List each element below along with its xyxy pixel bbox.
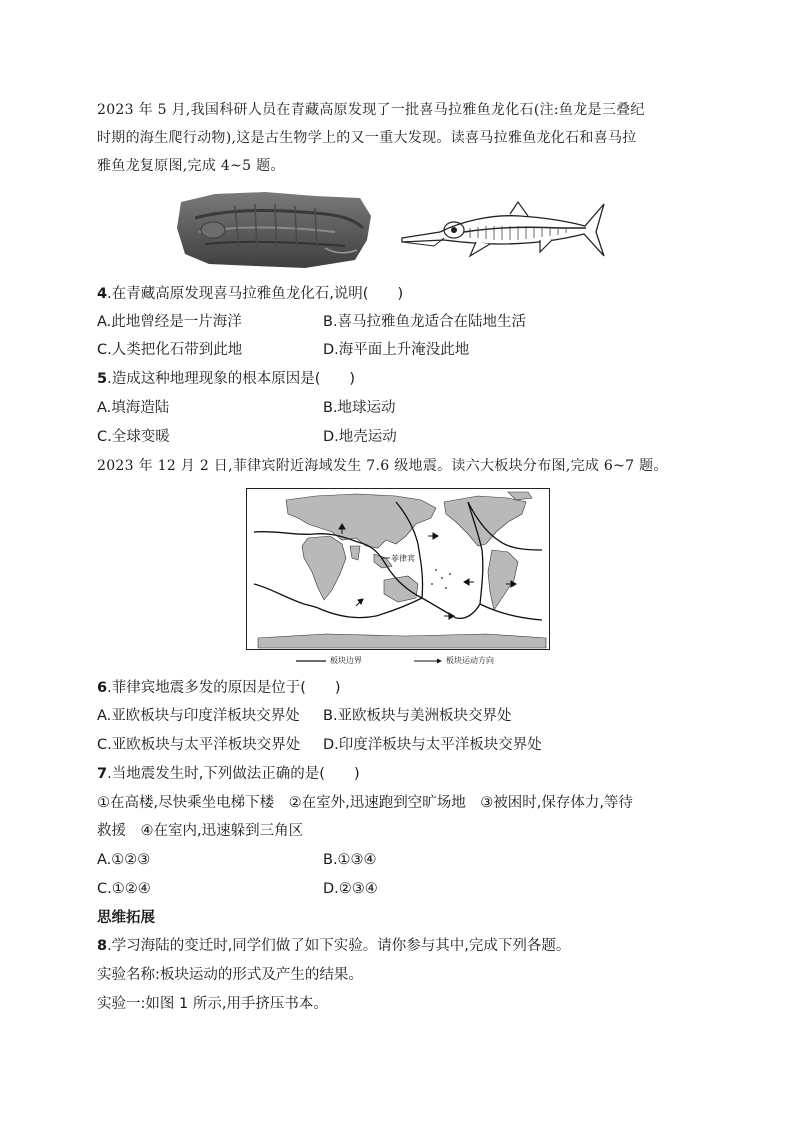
q5-option-b[interactable]: B.地球运动 — [323, 400, 396, 416]
legend-boundary-label: 板块边界 — [330, 656, 362, 665]
q5-option-a[interactable]: A.填海造陆 — [97, 400, 170, 416]
question-5-text: .造成这种地理现象的根本原因是( ) — [107, 371, 356, 387]
question-8-text: .学习海陆的变迁时,同学们做了如下实验。请你参与其中,完成下列各题。 — [107, 938, 571, 954]
intro-line-2: 时期的海生爬行动物),这是古生物学上的又一重大发现。读喜马拉雅鱼龙化石和喜马拉 — [97, 130, 637, 146]
ichthyosaur-fossil-photo — [175, 188, 375, 272]
q4-option-c[interactable]: C.人类把化石带到此地 — [97, 342, 243, 358]
q8-experiment-one: 实验一:如图 1 所示,用手挤压书本。 — [97, 996, 328, 1012]
six-plates-map — [246, 488, 550, 650]
intro-2: 2023 年 12 月 2 日,菲律宾附近海域发生 7.6 级地震。读六大板块分布图,完成 6~7 题。 — [97, 458, 668, 474]
q5-option-c[interactable]: C.全球变暖 — [97, 429, 170, 445]
ichthyosaur-reconstruction-drawing — [400, 198, 606, 260]
intro-line-3: 雅鱼龙复原图,完成 4~5 题。 — [97, 158, 285, 174]
q5-option-d[interactable]: D.地壳运动 — [323, 429, 397, 445]
q7-items-line-1: ①在高楼,尽快乘坐电梯下楼 ②在室外,迅速跑到空旷场地 ③被困时,保存体力,等待 — [97, 795, 633, 811]
question-6-text: .菲律宾地震多发的原因是位于( ) — [107, 680, 341, 696]
question-8 — [97, 936, 570, 956]
question-8-number: 8 — [97, 938, 108, 954]
q6-option-c[interactable]: C.亚欧板块与太平洋板块交界处 — [97, 737, 301, 753]
q7-option-d[interactable]: D.②③④ — [323, 881, 378, 897]
q4-option-d[interactable]: D.海平面上升淹没此地 — [323, 342, 470, 358]
question-4-number: 4 — [97, 286, 108, 302]
q7-option-a[interactable]: A.①②③ — [97, 852, 151, 868]
question-6-number: 6 — [97, 680, 108, 696]
question-5 — [97, 369, 355, 389]
legend-motion-label: 板块运动方向 — [446, 656, 494, 665]
q7-option-b[interactable]: B.①③④ — [323, 852, 377, 868]
q7-option-c[interactable]: C.①②④ — [97, 881, 151, 897]
q4-option-b[interactable]: B.喜马拉雅鱼龙适合在陆地生活 — [323, 314, 527, 330]
question-6 — [97, 678, 341, 698]
question-7-number: 7 — [97, 766, 108, 782]
q4-option-a[interactable]: A.此地曾经是一片海洋 — [97, 314, 242, 330]
question-4 — [97, 284, 403, 304]
q7-items-line-2: 救援 ④在室内,迅速躲到三角区 — [97, 823, 304, 839]
question-7 — [97, 764, 360, 784]
q6-option-d[interactable]: D.印度洋板块与太平洋板块交界处 — [323, 737, 542, 753]
section-heading: 思维拓展 — [97, 910, 155, 926]
intro-line-1: 2023 年 5 月,我国科研人员在青藏高原发现了一批喜马拉雅鱼龙化石(注:鱼龙是三叠纪 — [97, 102, 645, 118]
q6-option-a[interactable]: A.亚欧板块与印度洋板块交界处 — [97, 708, 300, 724]
question-4-text: .在青藏高原发现喜马拉雅鱼龙化石,说明( ) — [107, 286, 404, 302]
q8-experiment-name: 实验名称:板块运动的形式及产生的结果。 — [97, 967, 363, 983]
question-5-number: 5 — [97, 371, 108, 387]
q6-option-b[interactable]: B.亚欧板块与美洲板块交界处 — [323, 708, 512, 724]
question-7-text: .当地震发生时,下列做法正确的是( ) — [107, 766, 360, 782]
philippines-label: 菲律宾 — [391, 554, 415, 563]
